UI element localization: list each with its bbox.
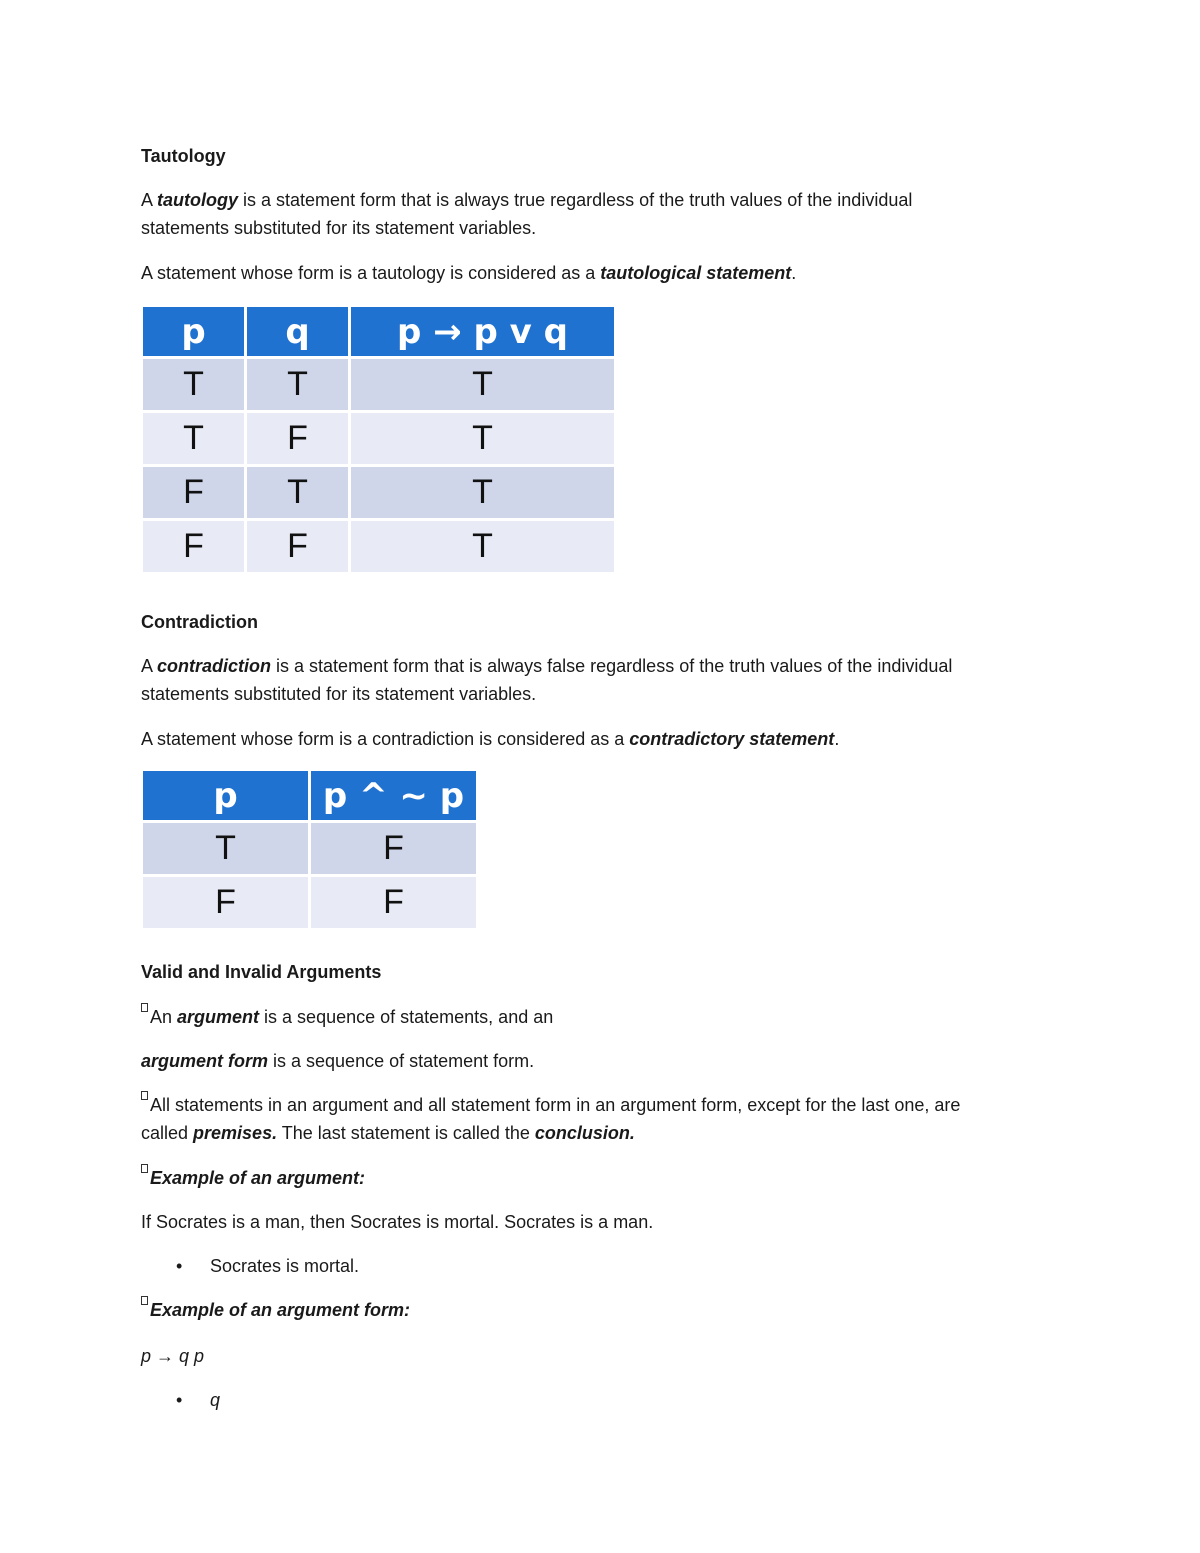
list-item: • Socrates is mortal. bbox=[176, 1252, 359, 1280]
missing-glyph-icon bbox=[141, 1296, 148, 1305]
contradiction-heading: Contradiction bbox=[141, 612, 258, 632]
missing-glyph-icon bbox=[141, 1091, 148, 1100]
example-argument-text: If Socrates is a man, then Socrates is mortal. Socrates is a man. bbox=[141, 1212, 654, 1232]
argument-form-term: argument form bbox=[141, 1051, 269, 1071]
table-row bbox=[143, 521, 614, 572]
table-cell: T bbox=[351, 521, 614, 572]
tautology-heading: Tautology bbox=[141, 146, 226, 166]
bullet-icon: • bbox=[176, 1390, 183, 1410]
table-header-row bbox=[143, 771, 476, 820]
missing-glyph-icon bbox=[141, 1003, 148, 1012]
contradiction-definition-line1: A contradiction is a statement form that is always false regardless of the truth values of the individual bbox=[141, 656, 953, 676]
premises-term: premises. bbox=[193, 1123, 278, 1143]
column-header-expression: p ^ ~ p bbox=[311, 771, 476, 820]
tautology-statement: A statement whose form is a tautology is considered as a tautological statement. bbox=[141, 263, 797, 283]
example-argument-label: Example of an argument: bbox=[141, 1164, 1081, 1192]
table-row bbox=[143, 413, 614, 464]
column-header-p: p bbox=[143, 771, 308, 820]
table-cell: F bbox=[143, 521, 244, 572]
tautological-statement-term: tautological statement bbox=[600, 263, 792, 283]
table-cell: F bbox=[247, 521, 348, 572]
arguments-heading: Valid and Invalid Arguments bbox=[141, 962, 382, 982]
table-cell: T bbox=[351, 413, 614, 464]
example-form-text: p → q p bbox=[141, 1346, 205, 1366]
table-cell: T bbox=[143, 413, 244, 464]
table-row bbox=[143, 359, 614, 410]
argument-definition: An argument is a sequence of statements, and an bbox=[141, 1003, 1081, 1031]
table-row bbox=[143, 823, 476, 874]
table-cell: T bbox=[143, 359, 244, 410]
contradiction-truth-table bbox=[140, 768, 479, 931]
tautology-definition-line2: statements substituted for its statement variables. bbox=[141, 218, 537, 238]
table-row bbox=[143, 467, 614, 518]
tautology-definition-line1: A tautology is a statement form that is always true regardless of the truth values of the individual bbox=[141, 190, 913, 210]
argument-form-definition: argument form is a sequence of statement form. bbox=[141, 1051, 535, 1071]
table-row bbox=[143, 877, 476, 928]
premises-line2: called premises. The last statement is called the conclusion. bbox=[141, 1123, 635, 1143]
contradiction-term: contradiction bbox=[157, 656, 272, 676]
table-cell: T bbox=[247, 467, 348, 518]
premises-line1: All statements in an argument and all statement form in an argument form, except for the last one, are bbox=[141, 1091, 1081, 1119]
missing-glyph-icon bbox=[141, 1164, 148, 1173]
table-cell: F bbox=[143, 467, 244, 518]
table-cell: F bbox=[247, 413, 348, 464]
contradictory-statement-term: contradictory statement bbox=[629, 729, 835, 749]
table-cell: T bbox=[351, 467, 614, 518]
argument-term: argument bbox=[177, 1007, 260, 1027]
table-cell: F bbox=[143, 877, 308, 928]
bullet-icon: • bbox=[176, 1256, 183, 1276]
column-header-expression: p → p v q bbox=[351, 307, 614, 356]
tautology-term: tautology bbox=[157, 190, 239, 210]
contradiction-definition-line2: statements substituted for its statement variables. bbox=[141, 684, 537, 704]
contradiction-statement: A statement whose form is a contradiction is considered as a contradictory statement. bbox=[141, 729, 840, 749]
list-item: • q bbox=[176, 1386, 220, 1414]
column-header-q: q bbox=[247, 307, 348, 356]
table-cell: T bbox=[247, 359, 348, 410]
conclusion-term: conclusion. bbox=[534, 1123, 635, 1143]
example-form-label: Example of an argument form: bbox=[141, 1296, 1081, 1324]
table-cell: T bbox=[351, 359, 614, 410]
table-cell: T bbox=[143, 823, 308, 874]
table-header-row bbox=[143, 307, 614, 356]
table-cell: F bbox=[311, 877, 476, 928]
table-cell: F bbox=[311, 823, 476, 874]
column-header-p: p bbox=[143, 307, 244, 356]
tautology-truth-table bbox=[140, 304, 617, 575]
